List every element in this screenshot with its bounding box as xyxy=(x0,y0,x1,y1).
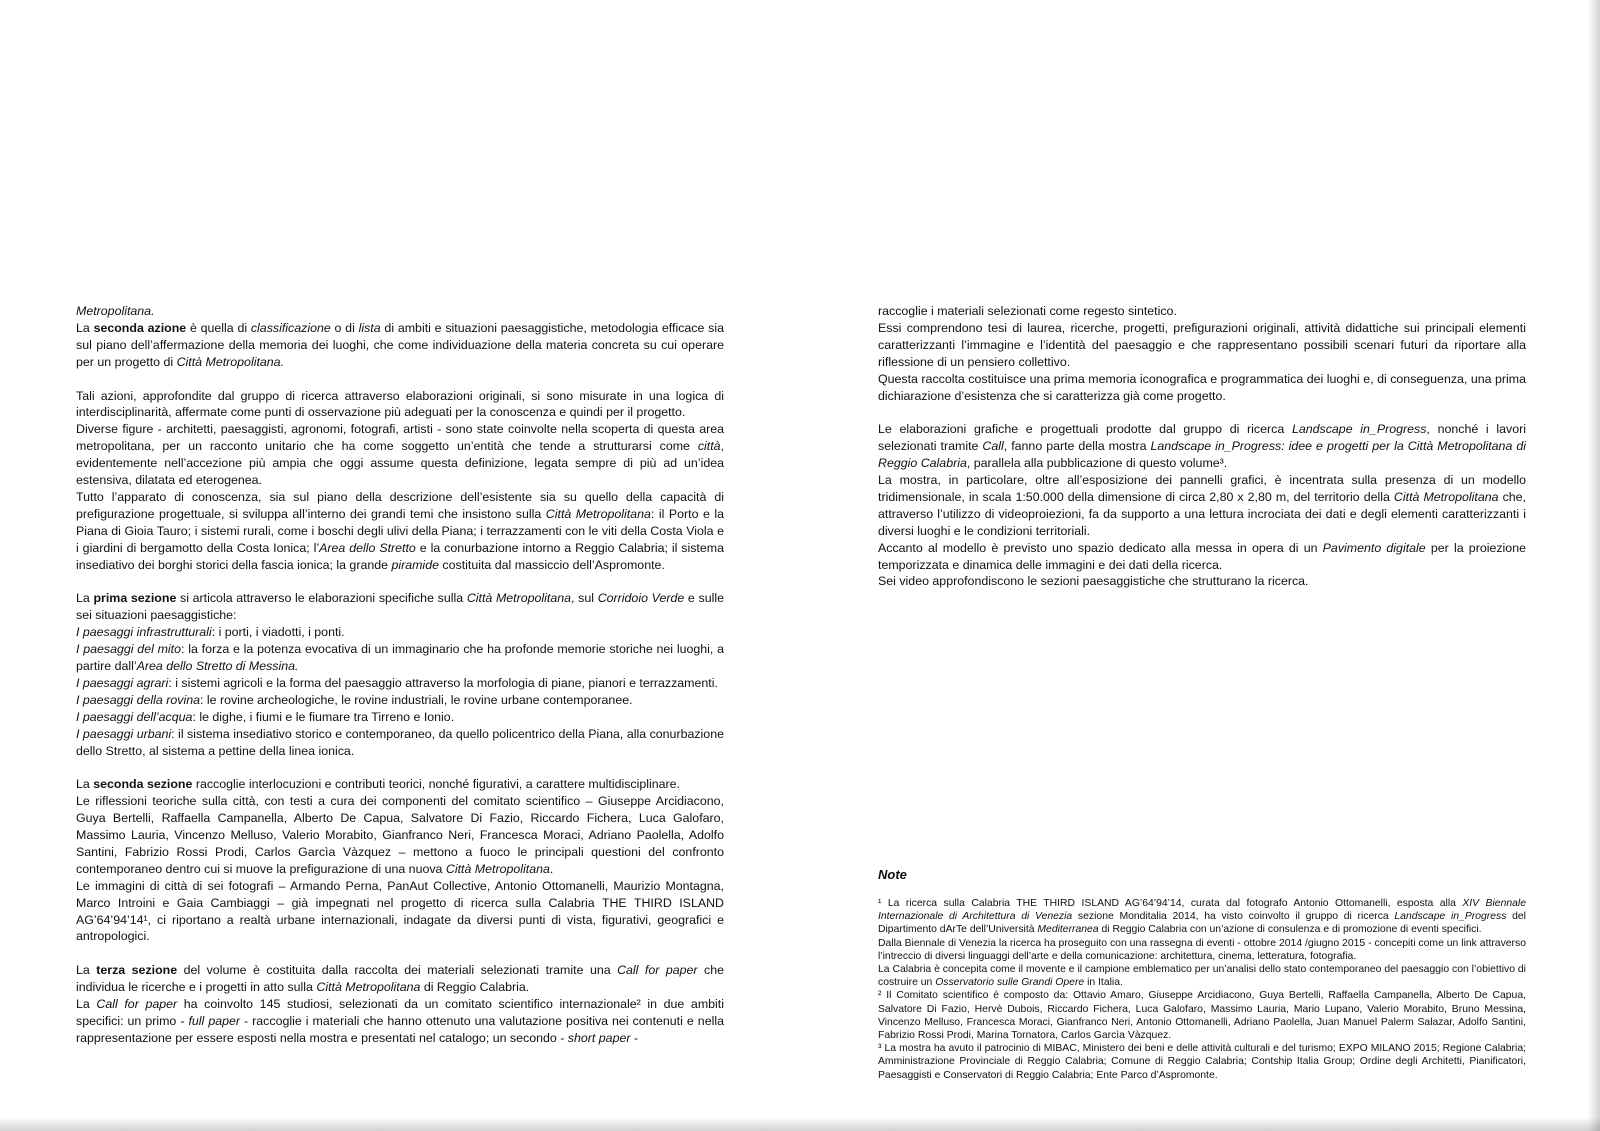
text-fragment: del volume è costituita dalla raccolta dei materiali selezionati tramite una xyxy=(177,963,618,978)
text-fragment: La mostra, in particolare, oltre all’esposizione dei pannelli grafici, è incentrata sulla presenza di un modello tridimensionale, in scala 1:50.000 della dimensione di circa 2,80 x 2,80 m, del territorio della xyxy=(878,473,1526,504)
text-fragment: La xyxy=(76,591,94,606)
text-fragment: Area dello Stretto xyxy=(319,540,416,555)
text-fragment: La xyxy=(76,777,94,792)
list-item xyxy=(76,675,724,692)
text-fragment: short paper xyxy=(567,1030,631,1045)
text-fragment: Call for paper xyxy=(617,963,698,978)
text-fragment: I paesaggi urbani xyxy=(76,726,172,741)
text-fragment: città xyxy=(697,439,721,454)
list-item xyxy=(76,624,724,641)
text-fragment: Landscape in_Progress xyxy=(1291,422,1427,437)
footnotes xyxy=(878,897,1526,1082)
text-fragment: ha coinvolto 145 studiosi, selezionati da un comitato scientifico internazionale² in due ambiti specifici: un primo - xyxy=(76,997,724,1028)
paragraph: Tali azioni, approfondite dal gruppo di ricerca attraverso elaborazioni originali, si sono misurate in una logica di interdisciplinarità, affermate come punti di osservazione più adeguati per la conoscenza e quindi per il progetto. xyxy=(76,388,724,420)
text-fragment: del Dipartimento dArTe dell’Università xyxy=(878,911,1526,936)
text-fragment: Le riflessioni teoriche sulla città, con testi a cura dei componenti del comitato scientifico – Giuseppe Arcidiacono, Guya Bertelli, Raffaella Campanella, Alberto De Capua, Salvatore Di Fazio, Riccardo Fichera, Luca Galofaro, Massimo Lauria, Vincenzo Melluso, Valerio Morabito, Gianfranco Neri, Francesca Moraci, Adriano Paolella, Adolfo Santini, Fabrizio Rossi Prodi, Carlos Garcìa Vàzquez – mettono a fuoco le principali questioni del confronto contemporaneo dentro cui si muove la prefigurazione di una nuova xyxy=(76,794,724,876)
paragraph xyxy=(76,996,724,1047)
text-fragment: Città Metropolitana xyxy=(445,861,550,876)
text-fragment: I paesaggi del mito xyxy=(76,642,182,657)
paragraph xyxy=(76,421,724,489)
text-fragment: Città Metropolitana xyxy=(466,591,572,606)
text-fragment: , sul xyxy=(571,591,598,606)
text-fragment: sezione Monditalia 2014, ha visto coinvolto il gruppo di ricerca xyxy=(1072,911,1395,923)
text-fragment: : le rovine archeologiche, le rovine industriali, le rovine urbane contemporanee. xyxy=(200,692,633,707)
text-fragment: Corridoio Verde xyxy=(597,591,685,606)
text-fragment: - xyxy=(630,1030,639,1045)
text-fragment: : il sistema insediativo storico e contemporaneo, da quello policentrico della Piana, alla conurbazione dello Stretto, al sistema a pettine della linea ionica. xyxy=(76,726,724,758)
paragraph xyxy=(76,962,724,996)
text-fragment: Città Metropolitana xyxy=(545,506,651,521)
paragraph xyxy=(878,540,1526,574)
paragraph xyxy=(76,793,724,878)
text-fragment: ¹ La ricerca sulla Calabria THE THIRD ISLAND AG’64’94’14, curata dal fotografo Antonio Ottomanelli, esposta alla xyxy=(878,898,1463,909)
text-fragment: . xyxy=(549,861,554,876)
text-fragment: : il Porto e la Piana di Gioia Tauro; i sistemi rurali, come i boschi degli ulivi della Piana; i terrazzamenti con le viti della Costa Viola e i giardini di bergamotto della Costa Ionica; l’ xyxy=(76,506,725,555)
text-fragment: si articola attraverso le elaborazioni specifiche sulla xyxy=(176,591,467,606)
text-fragment: Pavimento digitale xyxy=(1322,540,1426,555)
text-fragment: Metropolitana. xyxy=(76,304,155,318)
paragraph: Essi comprendono tesi di laurea, ricerche, progetti, prefigurazioni originali, attività didattiche sui principali elementi caratterizzanti l’immagine e l’identità del paesaggio e che rappresentano possibili scenari futuri da riportare alla riflessione di un pensiero collettivo. xyxy=(878,320,1526,369)
text-fragment: , evidentemente nell’accezione più ampia che oggi assume questa definizione, legata sempre di più ad un’idea estensiva, dilatata ed eterogenea. xyxy=(76,439,724,488)
text-fragment: piramide xyxy=(391,557,439,572)
text-fragment: prima sezione xyxy=(93,591,177,606)
paragraph: raccoglie i materiali selezionati come regesto sintetico. xyxy=(878,304,1177,318)
text-fragment: Tutto l’apparato di conoscenza, sia sul piano della descrizione dell’esistente sia su quello della capacità di prefigurazione progettuale, si sviluppa all’interno dei grandi temi che insistono sulla xyxy=(76,489,724,521)
text-fragment: seconda azione xyxy=(93,320,187,335)
text-fragment: La xyxy=(76,963,97,978)
list-item xyxy=(76,641,724,675)
text-fragment: di Reggio Calabria. xyxy=(420,980,530,995)
text-fragment: Le elaborazioni grafiche e progettuali prodotte dal gruppo di ricerca xyxy=(878,422,1292,437)
text-fragment: Città Metropolitana xyxy=(1393,489,1499,504)
text-fragment: che, attraverso l’utilizzo di videoproiezioni, fa da supporto a una lettura incrociata dei dati e degli elementi caratterizzanti i diversi luoghi e le condizioni territoriali. xyxy=(878,489,1526,538)
text-fragment: XIV Biennale Internazionale di Architettura di Venezia xyxy=(878,898,1526,923)
paragraph: Le immagini di città di sei fotografi – Armando Perna, PanAut Collective, Antonio Ottomanelli, Maurizio Montagna, Marco Introini e Gaia Cambiaggi – già impegnati nel progetto di ricerca sulla Calabria THE THIRD ISLAND AG’64’94’14¹, ci riportano a realtà urbane internazionali, indagate da diversi punti di vista, figurativi, geografici e antropologici. xyxy=(76,878,724,944)
list-item xyxy=(76,709,724,726)
text-fragment: terza sezione xyxy=(96,963,178,978)
text-fragment: e la conurbazione intorno a Reggio Calabria; il sistema insediativo dei borghi storici della fascia ionica; la grande xyxy=(76,540,724,572)
text-fragment: , parallela alla pubblicazione di questo volume³. xyxy=(966,456,1228,471)
paragraph xyxy=(76,320,724,371)
page-shadow-right xyxy=(1588,0,1600,1131)
text-fragment: - raccoglie i materiali che hanno ottenuto una valutazione positiva nei contenuti e nella rappresentazione per essere esposti nella mostra e presentati nel catalogo; un secondo - xyxy=(76,1014,724,1045)
text-fragment: Accanto al modello è previsto uno spazio dedicato alla messa in opera di un xyxy=(878,540,1323,555)
paragraph xyxy=(878,472,1526,540)
text-fragment: per la proiezione temporizzata e dinamica delle immagini e dei dati della ricerca. xyxy=(878,540,1526,572)
text-fragment: La Calabria è concepita come il movente e il campione emblematico per un’analisi dello stato contemporaneo del paesaggio con l’obiettivo di costruire un xyxy=(878,964,1526,989)
text-fragment: di Reggio Calabria con un’azione di consulenza e di promozione di eventi specifici. xyxy=(1098,924,1482,936)
text-fragment: I paesaggi dell’acqua xyxy=(76,709,193,724)
footnote: Dalla Biennale di Venezia la ricerca ha proseguito con una rassegna di eventi - ottobre 2014 /giugno 2015 - concepiti come un link attraverso l’intreccio di diversi linguaggi dell’arte e della comunicazione: architettura, cinema, letteratura, fotografia. xyxy=(878,937,1526,962)
text-fragment: Call for paper xyxy=(96,997,178,1012)
text-fragment: , fanno parte della mostra xyxy=(1003,439,1151,454)
text-fragment: Call xyxy=(982,439,1004,454)
paragraph: Questa raccolta costituisce una prima memoria iconografica e programmatica dei luoghi e, di conseguenza, una prima dichiarazione d’esistenza che si caratterizza già come progetto. xyxy=(878,371,1526,403)
text-fragment: I paesaggi agrari xyxy=(76,675,169,690)
text-fragment: Osservatorio sulle Grandi Opere xyxy=(935,977,1085,989)
text-fragment: o di xyxy=(330,320,359,335)
text-fragment: : i porti, i viadotti, i ponti. xyxy=(211,625,345,640)
text-fragment: raccoglie interlocuzioni e contributi teorici, nonché figurativi, a carattere multidisciplinare. xyxy=(192,777,681,792)
text-fragment: classificazione xyxy=(250,320,331,335)
footnote: ³ La mostra ha avuto il patrocinio di MIBAC, Ministero dei beni e delle attività culturali e del turismo; EXPO MILANO 2015; Regione Calabria; Amministrazione Provinciale di Reggio Calabria; Comune di Reggio Calabria; Contship Italia Group; Ordine degli Architetti, Pianificatori, Paesaggisti e Conservatori di Reggio Calabria; Ente Parco d’Aspromonte. xyxy=(878,1043,1526,1081)
text-fragment: costituita dal massiccio dell’Aspromonte. xyxy=(438,557,665,572)
text-fragment: seconda sezione xyxy=(93,777,193,792)
left-page-text xyxy=(76,303,724,1047)
list-item xyxy=(76,726,724,760)
text-fragment: La xyxy=(76,997,97,1012)
text-fragment: I paesaggi della rovina xyxy=(76,692,200,707)
paragraph: Sei video approfondiscono le sezioni paesaggistiche che strutturano la ricerca. xyxy=(878,574,1309,589)
footnote xyxy=(878,963,1526,989)
paragraph xyxy=(878,421,1526,472)
text-fragment: Città Metropolitana. xyxy=(176,354,285,369)
text-fragment: Città Metropolitana xyxy=(316,980,421,995)
text-fragment: Diverse figure - architetti, paesaggisti, agronomi, fotografi, artisti - sono state coinvolte nella scoperta di questa area metropolitana, per un racconto unitario che ha come soggetto un’entità che tende a strutturarsi come xyxy=(76,422,724,454)
footnote: ² Il Comitato scientifico è composto da: Ottavio Amaro, Giuseppe Arcidiacono, Guya Bertelli, Raffaella Campanella, Alberto De Capua, Salvatore Di Fazio, Hervè Dubois, Riccardo Fichera, Luca Galofaro, Massimo Lauria, Mario Lupano, Valerio Morabito, Bruno Messina, Vincenzo Melluso, Francesca Moraci, Gianfranco Neri, Antonio Ottomanelli, Adriano Paolella, Juan Manuel Palerm Salazar, Adolfo Santini, Fabrizio Rossi Prodi, Marina Tornatora, Carlos Garcìa Vàzquez. xyxy=(878,990,1526,1042)
text-fragment: : la forza e la potenza evocativa di un immaginario che ha profonde memorie storiche nei luoghi, a partire dall’ xyxy=(76,642,725,673)
text-fragment: , nonché i lavori selezionati tramite xyxy=(878,422,1527,454)
paragraph xyxy=(76,590,724,624)
text-fragment: : i sistemi agricoli e la forma del paesaggio attraverso la morfologia di piane, pianori e terrazzamenti. xyxy=(168,675,718,690)
paragraph xyxy=(76,489,724,574)
text-fragment: e sulle sei situazioni paesaggistiche: xyxy=(76,591,724,623)
text-fragment: lista xyxy=(358,320,381,335)
text-fragment: Mediterranea xyxy=(1037,924,1099,936)
text-fragment: La xyxy=(76,320,94,335)
text-fragment: Area dello Stretto di Messina. xyxy=(136,659,299,673)
text-fragment: che individua le ricerche e i progetti in atto sulla xyxy=(76,963,724,995)
text-fragment: I paesaggi infrastrutturali xyxy=(76,625,212,640)
paragraph xyxy=(76,303,724,320)
text-fragment: è quella di xyxy=(186,320,251,335)
text-fragment: di ambiti e situazioni paesaggistiche, metodologia efficace sia sul piano dell’affermazione della memoria dei luoghi, che come individuazione della materia concreta su cui operare per un progetto di xyxy=(76,320,724,369)
paragraph xyxy=(76,776,724,793)
text-fragment: : le dighe, i fiumi e le fiumare tra Tirreno e Ionio. xyxy=(192,709,455,724)
list-item xyxy=(76,692,724,709)
right-page-text xyxy=(878,303,1526,590)
footnote xyxy=(878,897,1526,937)
notes-heading: Note xyxy=(878,867,907,882)
text-fragment: full paper xyxy=(188,1014,241,1028)
text-fragment: in Italia. xyxy=(1084,977,1123,989)
text-fragment: Landscape in_Progress: idee e progetti per la Città Metropolitana di Reggio Calabria xyxy=(878,439,1526,471)
page-shadow-bottom xyxy=(0,1117,1600,1131)
text-fragment: Landscape in_Progress xyxy=(1394,911,1507,923)
